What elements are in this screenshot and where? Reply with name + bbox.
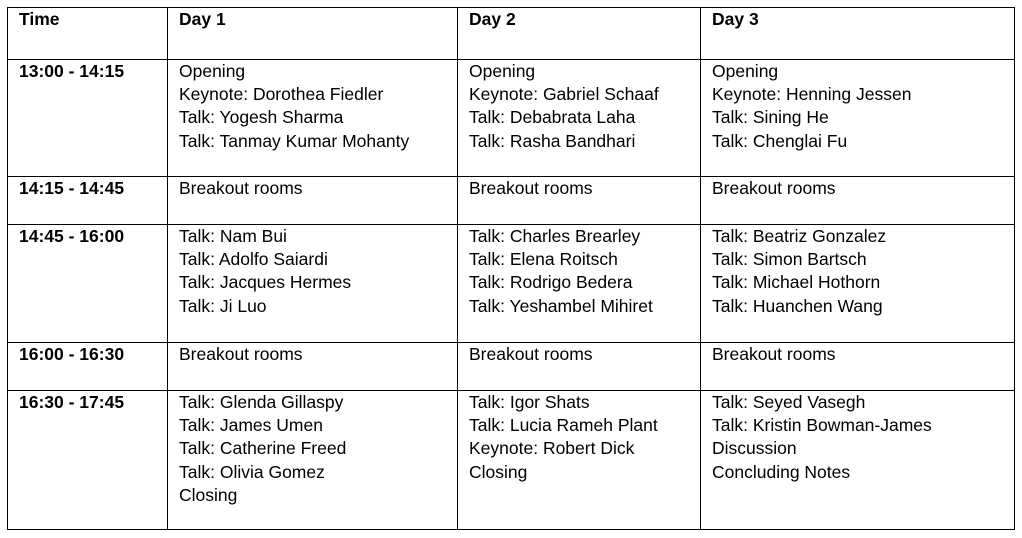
- session-entry: Talk: Elena Roitsch: [469, 249, 618, 270]
- header-row: [8, 8, 1015, 60]
- day-3-cell: [701, 391, 1015, 530]
- session-entry: Talk: Igor Shats: [469, 392, 590, 412]
- session-entry: Talk: Huanchen Wang: [712, 295, 883, 316]
- day-3-cell: [701, 60, 1015, 177]
- day-2-cell: [458, 391, 701, 530]
- session-entry: Talk: Yogesh Sharma: [179, 107, 344, 128]
- schedule-table: [7, 7, 1015, 530]
- day-2-cell: [458, 225, 701, 343]
- day-1-cell: [168, 343, 458, 391]
- day-1-cell: [168, 391, 458, 530]
- day-1-cell: [168, 60, 458, 177]
- time-slot: 14:45 - 16:00: [8, 225, 168, 343]
- session-entry: Talk: Rasha Bandhari: [469, 130, 636, 151]
- session-entry: Talk: Nam Bui: [179, 226, 287, 246]
- session-entry: Breakout rooms: [712, 178, 836, 198]
- session-entry: Talk: Ji Luo: [179, 295, 267, 316]
- session-entry: Talk: Beatriz Gonzalez: [712, 226, 887, 246]
- session-entry: Talk: Sining He: [712, 107, 829, 128]
- session-entry: Opening: [179, 61, 246, 81]
- schedule-body: [8, 60, 1015, 530]
- session-entry: Talk: Adolfo Saiardi: [179, 249, 328, 270]
- session-entry: Talk: Tanmay Kumar Mohanty: [179, 130, 410, 151]
- session-entry: Keynote: Robert Dick: [469, 438, 635, 459]
- day-1-cell: [168, 225, 458, 343]
- session-entry: Breakout rooms: [179, 344, 303, 364]
- session-entry: Talk: Glenda Gillaspy: [179, 392, 344, 412]
- session-entry: Talk: Olivia Gomez: [179, 461, 325, 482]
- schedule-row: [8, 391, 1015, 530]
- day-1-cell: [168, 177, 458, 225]
- time-slot: 13:00 - 14:15: [8, 60, 168, 177]
- time-slot: 16:00 - 16:30: [8, 343, 168, 391]
- header-day-3: Day 3: [701, 8, 1015, 60]
- time-slot: 16:30 - 17:45: [8, 391, 168, 530]
- session-entry: Keynote: Gabriel Schaaf: [469, 84, 659, 105]
- session-entry: Talk: Charles Brearley: [469, 226, 641, 246]
- session-entry: Concluding Notes: [712, 461, 851, 482]
- day-3-cell: [701, 343, 1015, 391]
- session-entry: Breakout rooms: [179, 178, 303, 198]
- session-entry: Opening: [712, 61, 779, 81]
- day-2-cell: [458, 60, 701, 177]
- session-entry: Keynote: Henning Jessen: [712, 84, 912, 105]
- session-entry: Talk: Lucia Rameh Plant: [469, 415, 658, 436]
- day-3-cell: [701, 225, 1015, 343]
- session-entry: Keynote: Dorothea Fiedler: [179, 84, 384, 105]
- session-entry: Talk: Debabrata Laha: [469, 107, 636, 128]
- schedule-row: [8, 60, 1015, 177]
- session-entry: Talk: James Umen: [179, 415, 323, 436]
- header-day-1: Day 1: [168, 8, 458, 60]
- session-entry: Talk: Jacques Hermes: [179, 272, 352, 293]
- session-entry: Talk: Catherine Freed: [179, 438, 347, 459]
- session-entry: Breakout rooms: [469, 344, 593, 364]
- day-2-cell: [458, 343, 701, 391]
- header-time: Time: [8, 8, 168, 60]
- session-entry: Discussion: [712, 438, 797, 459]
- schedule-row: [8, 343, 1015, 391]
- session-entry: Talk: Chenglai Fu: [712, 130, 848, 151]
- session-entry: Breakout rooms: [712, 344, 836, 364]
- day-2-cell: [458, 177, 701, 225]
- session-entry: Talk: Michael Hothorn: [712, 272, 881, 293]
- session-entry: Talk: Simon Bartsch: [712, 249, 867, 270]
- schedule-row: [8, 225, 1015, 343]
- time-slot: 14:15 - 14:45: [8, 177, 168, 225]
- session-entry: Talk: Kristin Bowman-James: [712, 415, 932, 436]
- session-entry: Breakout rooms: [469, 178, 593, 198]
- header-day-2: Day 2: [458, 8, 701, 60]
- schedule-row: [8, 177, 1015, 225]
- day-3-cell: [701, 177, 1015, 225]
- session-entry: Closing: [469, 461, 528, 482]
- session-entry: Talk: Yeshambel Mihiret: [469, 295, 653, 316]
- session-entry: Closing: [179, 484, 238, 505]
- session-entry: Opening: [469, 61, 536, 81]
- session-entry: Talk: Rodrigo Bedera: [469, 272, 633, 293]
- session-entry: Talk: Seyed Vasegh: [712, 392, 866, 412]
